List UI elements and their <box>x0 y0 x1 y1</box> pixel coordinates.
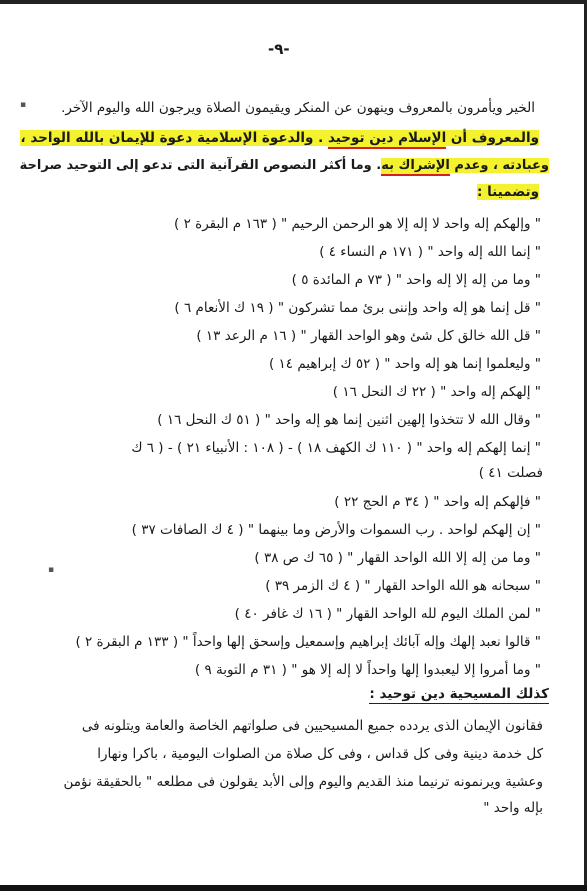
margin-mark: ▪ <box>48 565 55 575</box>
page-bottom-border <box>0 885 587 891</box>
verse-line: " إلهكم إله واحد " ( ٢٢ ك النحل ١٦ ) <box>332 384 541 400</box>
page-number: -٩- <box>268 40 290 58</box>
verse-line: " قل الله خالق كل شئ وهو الواحد القهار " ( ١٦ م الرعد ١٣ ) <box>196 328 541 344</box>
verse-line: " قالوا نعبد إلهك وإله آبائك إبراهيم وإسمعيل وإسحق إلها واحداً " ( ١٣٣ م البقرة ٢ ) <box>75 634 541 650</box>
intro-line-highlighted <box>477 183 539 201</box>
page-top-border <box>0 0 587 4</box>
body-line: كل خدمة دينية وفى كل قداس ، وفى كل صلاة من الصلوات اليومية ، باكرا ونهارا <box>97 746 543 762</box>
verse-line: " لمن الملك اليوم لله الواحد القهار " ( ١٦ ك غافر ٤٠ ) <box>234 606 541 622</box>
body-line: بإله واحد " <box>483 800 543 816</box>
verse-line: " سبحانه هو الله الواحد القهار " ( ٤ ك الزمر ٣٩ ) <box>265 578 541 594</box>
intro-line-highlighted <box>20 129 539 147</box>
section-heading: كذلك المسيحية دين توحيد : <box>369 686 549 702</box>
verse-line: " إنما إلهكم إله واحد " ( ١١٠ ك الكهف ١٨ ) - ( ١٠٨ : الأنبياء ٢١ ) - ( ٦ ك <box>131 440 541 456</box>
verse-line: فصلت ٤١ ) <box>478 465 543 481</box>
underlined-phrase: الإشراك به <box>381 158 450 176</box>
intro-line: الخير ويأمرون بالمعروف وينهون عن المنكر ويقيمون الصلاة ويرجون الله واليوم الآخر. <box>61 100 535 116</box>
verse-line: " فإلهكم إله واحد " ( ٣٤ م الحج ٢٢ ) <box>334 494 541 510</box>
verse-line: " وإلهكم إله واحد لا إله إلا هو الرحمن الرحيم " ( ١٦٣ م البقرة ٢ ) <box>174 216 541 232</box>
verse-line: " قل إنما هو إله واحد وإننى برئ مما تشركون " ( ١٩ ك الأنعام ٦ ) <box>174 300 541 316</box>
intro-text: . وما أكثر النصوص القرآنية التى تدعو إلى التوحيد صراحة <box>19 158 382 173</box>
verse-line: " إنما الله إله واحد " ( ١٧١ م النساء ٤ ) <box>319 244 541 260</box>
margin-mark: ▪ <box>20 100 27 110</box>
highlight-text: وعبادته ، وعدم <box>454 158 549 173</box>
verse-line: " إن إلهكم لواحد . رب السموات والأرض وما بينهما " ( ٤ ك الصافات ٣٧ ) <box>131 522 541 538</box>
verse-line: " وليعلموا إنما هو إله واحد " ( ٥٢ ك إبراهيم ١٤ ) <box>268 356 541 372</box>
highlight-text: وتضمينا : <box>476 184 539 200</box>
verse-line: " وقال الله لا تتخذوا إلهين اثنين إنما هو إله واحد " ( ٥١ ك النحل ١٦ ) <box>157 412 541 428</box>
verse-line: " وما من إله إلا إله واحد " ( ٧٣ م المائدة ٥ ) <box>291 272 541 288</box>
highlight-text: والمعروف أن <box>450 130 539 146</box>
underlined-phrase: الإسلام دين توحيد <box>328 130 446 149</box>
body-line: وعشية ويرنمونه ترنيما منذ القديم واليوم وإلى الأبد يقولون فى مطلعه " بالحقيقة نؤمن <box>63 774 543 790</box>
verse-line: " وما أمروا إلا ليعبدوا إلها واحداً لا إله إلا هو " ( ٣١ م التوبة ٩ ) <box>194 662 541 678</box>
highlight-text: . والدعوة الإسلامية دعوة للإيمان بالله الواحد ، <box>20 130 324 146</box>
verse-line: " وما من إله إلا الله الواحد القهار " ( ٦٥ ك ص ٣٨ ) <box>254 550 541 566</box>
intro-line-highlighted <box>19 157 549 175</box>
body-line: فقانون الإيمان الذى يردده جميع المسيحيين فى صلواتهم الخاصة والعامة ويتلونه فى <box>81 718 543 734</box>
